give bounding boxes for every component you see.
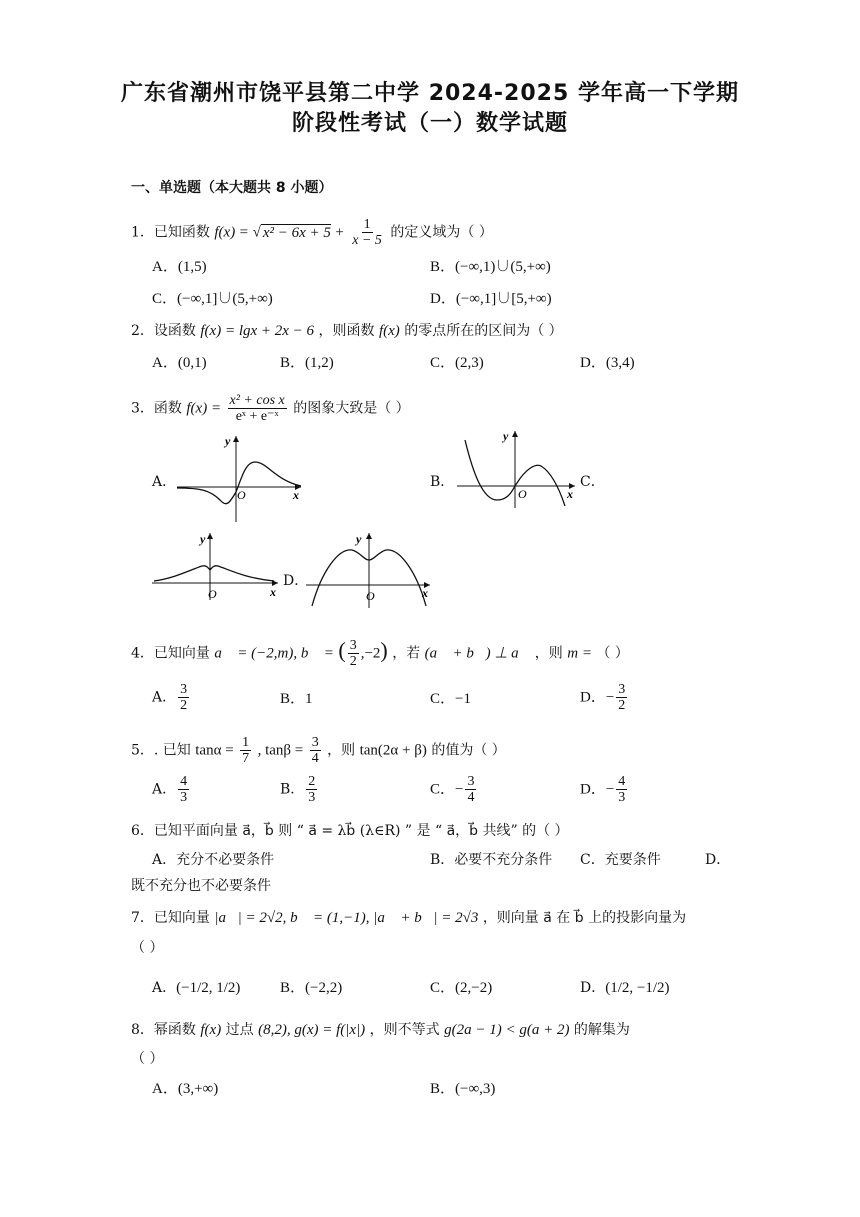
page-title-line1: 广东省潮州市饶平县第二中学 2024-2025 学年高一下学期 (121, 81, 739, 106)
q8-option-a[interactable]: A．(3,+∞) (152, 1081, 219, 1097)
q3-tail: 的图象大致是（ ） (293, 400, 410, 417)
q7-paren: （ ） (131, 940, 164, 956)
q3-b-x-label: x (567, 487, 573, 501)
q3-b-origin: O (518, 487, 527, 501)
q4-option-b[interactable]: B．1 (280, 691, 313, 707)
q4-tail: （ ） (596, 645, 629, 662)
q3-graph-d (304, 530, 434, 610)
q4-option-d[interactable]: D．− $\frac{3}{2}$ (580, 682, 626, 713)
q3-graph-b (455, 428, 580, 510)
q1-option-d[interactable]: D．(−∞,1]∪[5,+∞) (430, 291, 552, 307)
q3-a-y-label: y (225, 434, 231, 448)
q3-option-d[interactable]: D． (283, 573, 309, 589)
q5-expression: tan(2α + β) (359, 742, 427, 759)
question-2 (131, 321, 563, 341)
q1-option-a[interactable]: A．(1,5) (152, 259, 207, 275)
q8-inequality: g(2a − 1) < g(a + 2) (444, 1022, 570, 1038)
q3-graph-a (175, 432, 305, 524)
q1-function: f(x) (214, 224, 236, 241)
q8-function: f(x) (200, 1022, 222, 1038)
question-8 (131, 1020, 630, 1040)
q4-fraction: $\frac{3}{2}$ (349, 638, 357, 669)
q4-option-c[interactable]: C．−1 (430, 691, 471, 707)
q6-option-c[interactable]: C．充要条件 (580, 852, 661, 868)
q1-fraction: $\frac{1}{x - 5}$ (352, 217, 382, 248)
q2-option-a[interactable]: A．(0,1) (152, 355, 207, 371)
page-title-line2: 阶段性考试（一）数学试题 (291, 111, 568, 136)
q5-option-b[interactable]: B． $\frac{2}{3}$ (280, 774, 316, 805)
q2-function-2: f(x) (378, 323, 400, 339)
q5-tail: 的值为（ ） (431, 742, 506, 759)
q7-expression: |a⃗| = 2√2, b⃗ = (1,−1), |a⃗ + b⃗| = 2√3 (214, 910, 479, 926)
q7-option-c[interactable]: C．(2,−2) (430, 980, 493, 996)
q8-tail: 的解集为 (573, 1022, 630, 1038)
q8-text: 过点 (225, 1022, 254, 1038)
q5-frac-2: $\frac{3}{4}$ (311, 735, 319, 766)
q3-option-c[interactable]: C． (580, 474, 605, 490)
q1-tail: 的定义域为（ ） (390, 224, 493, 241)
q2-option-d[interactable]: D．(3,4) (580, 355, 635, 371)
q1-plus: + (335, 224, 344, 241)
q2-prefix: 2．设函数 (131, 323, 196, 339)
q2-option-c[interactable]: C．(2,3) (430, 355, 484, 371)
q5-prefix: 5．. 已知 (131, 742, 191, 759)
q3-prefix: 3．函数 (131, 400, 182, 417)
q6-option-d[interactable]: D． (705, 852, 731, 868)
q5-option-c[interactable]: C．− $\frac{3}{4}$ (430, 774, 475, 805)
q8-paren: （ ） (131, 1051, 164, 1067)
q8-expression: (8,2), g(x) = f(|x|) (258, 1022, 366, 1038)
q4-vectors: a⃗ = (−2,m), b⃗ = (214, 645, 334, 662)
q3-option-a[interactable]: A． (152, 474, 177, 490)
q5-option-a[interactable]: A． $\frac{4}{3}$ (152, 774, 188, 805)
q2-text: ，则函数 (318, 323, 375, 339)
q3-d-x-label: x (422, 586, 428, 600)
q3-c-y-label: y (200, 532, 206, 546)
question-4: 4．已知向量 a⃗ = (−2,m), b⃗ = ( $\frac{3}{2}$ ,−2) ，若 (a⃗ + b⃗) ⊥ a⃗ ，则 m = （ ） (131, 637, 629, 669)
q3-a-x-label: x (293, 488, 299, 502)
q7-option-a[interactable]: A．(−1/2, 1/2) (152, 980, 241, 996)
q3-d-y-label: y (356, 532, 362, 546)
q5-tan-alpha: tanα = (195, 742, 234, 759)
q1-option-b[interactable]: B．(−∞,1)∪(5,+∞) (430, 259, 551, 275)
question-7 (131, 908, 686, 928)
q3-b-y-label: y (503, 429, 509, 443)
question-5 (131, 735, 506, 766)
q4-text-2: ，则 (534, 645, 563, 662)
q3-c-x-label: x (270, 585, 276, 599)
q7-text: ，则向量 a⃗ 在 b⃗ 上的投影向量为 (482, 910, 687, 926)
q4-m: m = (567, 645, 592, 662)
q1-option-c[interactable]: C．(−∞,1]∪(5,+∞) (152, 291, 273, 307)
q4-option-a[interactable]: A． $\frac{3}{2}$ (152, 682, 188, 713)
q2-tail: 的零点所在的区间为（ ） (404, 323, 563, 339)
q3-graph-c (150, 530, 282, 602)
q6-option-a[interactable]: A．充分不必要条件 (152, 852, 275, 868)
question-1: 1．已知函数 f(x) = √ x² − 6x + 5 + $\frac{1}{x - 5}$ 的定义域为（ ） (131, 217, 493, 248)
q7-prefix: 7．已知向量 (131, 910, 210, 926)
q5-text: ，则 (327, 742, 356, 759)
q4-text: ，若 (392, 645, 421, 662)
q3-d-origin: O (366, 589, 375, 603)
question-6: 6．已知平面向量 a⃗，b⃗ 则 “ a⃗ = λb⃗ (λ∈R) ” 是 “ a⃗，b⃗ 共线” 的（ ） (131, 823, 569, 839)
q3-a-origin: O (237, 488, 246, 502)
q4-vec2: ,−2 (360, 645, 381, 662)
q6-option-b[interactable]: B．必要不充分条件 (430, 852, 553, 868)
q6-option-d-text: 既不充分也不必要条件 (131, 878, 271, 894)
q1-equals: = (239, 224, 249, 241)
q7-option-b[interactable]: B．(−2,2) (280, 980, 343, 996)
q1-prefix: 1．已知函数 (131, 224, 210, 241)
q8-option-b[interactable]: B．(−∞,3) (430, 1081, 496, 1097)
q3-fraction: $\frac{\text{x² + cos x}}{\text{eˣ + e⁻ˣ}}$ (229, 393, 285, 424)
question-3 (131, 393, 410, 424)
q3-function: f(x) = (186, 400, 222, 417)
q2-option-b[interactable]: B．(1,2) (280, 355, 334, 371)
q5-tan-beta: , tanβ = (257, 742, 304, 759)
q3-option-b[interactable]: B． (430, 474, 455, 490)
q3-c-origin: O (208, 587, 217, 601)
q1-radicand: x² − 6x + 5 (262, 224, 331, 241)
q5-frac-1: $\frac{1}{7}$ (242, 735, 250, 766)
q8-prefix: 8．幂函数 (131, 1022, 196, 1038)
q4-prefix: 4．已知向量 (131, 645, 210, 662)
q5-option-d[interactable]: D．− $\frac{4}{3}$ (580, 774, 626, 805)
q2-function: f(x) = lgx + 2x − 6 (200, 323, 315, 339)
q4-condition: (a⃗ + b⃗) ⊥ a⃗ (424, 645, 531, 662)
section-heading: 一、单选题（本大题共 8 小题） (131, 180, 333, 196)
q7-option-d[interactable]: D．(1/2, −1/2) (580, 980, 670, 996)
q8-text-2: ，则不等式 (369, 1022, 440, 1038)
